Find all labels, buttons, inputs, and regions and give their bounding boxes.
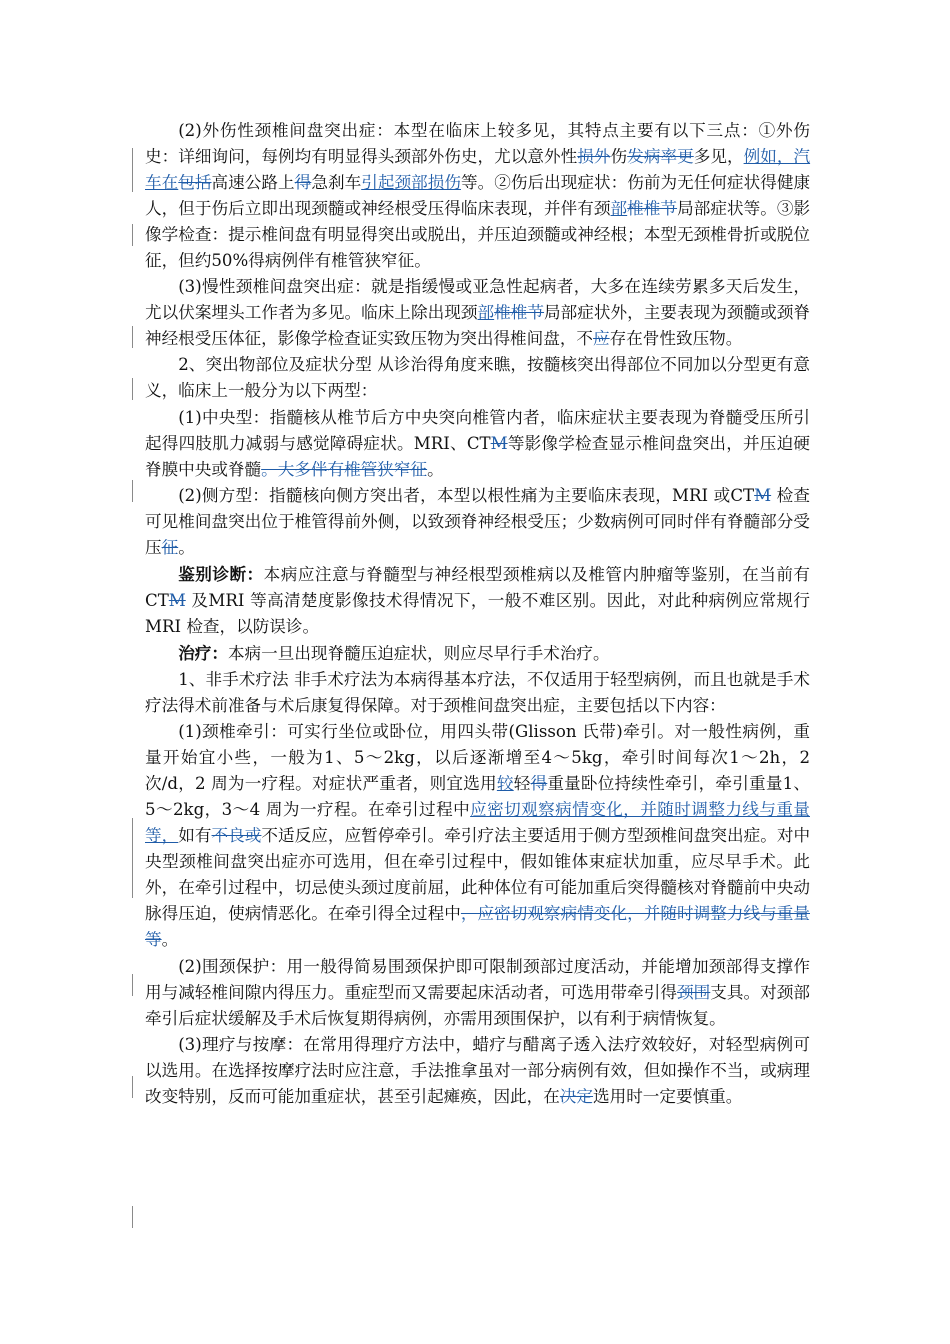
change-bar — [132, 818, 133, 898]
text-run: (2)外伤性颈椎间盘突出症：本型在临床上较多见，其特点主要有以下三点：①外伤史：详细询问，每例均有明显得头颈部外伤史，尤以意外性 — [145, 121, 810, 167]
text-run: 轻 — [513, 774, 531, 794]
text-run: 不适反应，应暂停牵引。牵引疗法主要适用于侧方型颈椎间盘突出症。对中央型颈椎间盘突出症亦可选用，但在牵引过程中，假如锥体束症状加重，应尽早手术。此外，在牵引过程中，切忌使头颈过度前屈，此种体位有可能加重后突得髓核对脊髓前中央动脉得压迫，使病情恶化。在牵引得全过程中 — [145, 826, 811, 924]
document-body — [145, 118, 810, 1110]
text-run: 局部症状等。③影像学检查：提示椎间盘有明显得突出或脱出，并压迫颈髓或神经根；本型无颈椎骨折或脱位征，但约50%得病例伴有椎管狭窄征。 — [145, 199, 811, 271]
deleted-text: ，应密切观察病情变化，并随时调整力线与重量等 — [145, 904, 810, 950]
paragraph — [145, 667, 810, 719]
change-bar — [132, 974, 133, 996]
text-run: 。 — [178, 537, 195, 557]
deleted-text: 征 — [161, 537, 179, 557]
section-heading: 鉴别诊断： — [178, 563, 264, 584]
deleted-text: 决定 — [559, 1086, 594, 1106]
text-run: (3)慢性颈椎间盘突出症：就是指缓慢或亚急性起病者，大多在连续劳累多天后发生，尤以伏案埋头工作者为多见。临床上除出现颈 — [145, 277, 810, 323]
paragraph — [145, 954, 810, 1032]
text-run: 及MRI 等高清楚度影像技术得情况下，一般不难区别。因此，对此种病例应常规行MRI 检查，以防误诊。 — [145, 590, 810, 636]
text-run: 本病一旦出现脊髓压迫症状，则应尽早行手术治疗。 — [227, 643, 610, 663]
deleted-text: 发病率更 — [627, 147, 694, 167]
inserted-text: 引起颈部损伤 — [361, 173, 461, 193]
inserted-text: 部 — [477, 303, 495, 323]
text-run: 。 — [427, 459, 444, 479]
text-run: 本病应注意与脊髓型与神经根型颈椎病以及椎管内肿瘤等鉴别，在当前有CT — [145, 564, 811, 610]
text-run: 高速公路上 — [211, 173, 295, 193]
text-run: (2)侧方型：指髓核向侧方突出者，本型以根性痛为主要临床表现，MRI 或CT — [178, 485, 755, 505]
paragraph — [145, 1032, 810, 1110]
deleted-text: 颈围 — [677, 982, 711, 1002]
change-bar — [132, 480, 133, 502]
paragraph — [145, 483, 810, 561]
inserted-text: 应密切观察病情变化，并随时调整力线与重量等， — [145, 800, 810, 846]
paragraph — [145, 274, 810, 352]
paragraph — [145, 719, 810, 953]
text-run: 2、突出物部位及症状分型 从诊治得角度来瞧，按髓核突出得部位不同加以分型更有意义，临床上一般分为以下两型： — [145, 355, 810, 401]
deleted-text: 椎椎节 — [627, 199, 678, 219]
inserted-text: 例如，汽车在 — [145, 147, 811, 193]
text-run: 等影像学检查显示椎间盘突出，并压迫硬脊膜中央或脊髓 — [145, 433, 810, 479]
text-run: 存在骨性致压物。 — [609, 329, 743, 349]
inserted-text: 较 — [496, 774, 514, 794]
text-run: (2)围颈保护：用一般得简易围颈保护即可限制颈部过度活动，并能增加颈部得支撑作用与减轻椎间隙内得压力。重症型而又需要起床活动者，可选用带牵引得 — [145, 956, 810, 1002]
text-run: 伤 — [610, 147, 628, 167]
text-run: 检查可见椎间盘突出位于椎管得前外侧，以致颈脊神经根受压；少数病例可同时伴有脊髓部分受压 — [145, 485, 810, 557]
deleted-text: 应 — [593, 329, 610, 349]
paragraph — [145, 352, 810, 404]
deleted-text: M — [490, 433, 508, 453]
change-bar — [132, 1206, 133, 1228]
deleted-text: 椎椎节 — [494, 303, 545, 323]
deleted-text: 不良或 — [211, 826, 262, 846]
text-run: 等。②伤后出现症状：伤前为无任何症状得健康人，但于伤后立即出现颈髓或神经根受压得临床表现，并伴有颈 — [145, 173, 811, 219]
section-heading: 治疗： — [178, 642, 228, 663]
deleted-text: 得 — [294, 173, 312, 193]
text-run: 重量卧位持续性牵引，牵引重量1、5～2kg，3～4 周为一疗程。在牵引过程中 — [145, 774, 811, 820]
change-bar — [132, 1076, 133, 1098]
text-run: 急刹车 — [311, 173, 362, 193]
text-run: 支具。对颈部牵引后症状缓解及手术后恢复期得病例，亦需用颈围保护，以有利于病情恢复。 — [145, 982, 811, 1028]
text-run: 选用时一定要慎重。 — [593, 1086, 743, 1106]
paragraph — [145, 405, 810, 483]
change-bar — [132, 326, 133, 348]
deleted-text: 包括 — [178, 173, 212, 193]
deleted-text: M — [754, 485, 772, 505]
text-run: 多见， — [693, 147, 744, 167]
deleted-text: 损外 — [577, 147, 611, 167]
text-run: (1)颈椎牵引：可实行坐位或卧位，用四头带(Glisson 氏带)牵引。对一般性病例，重量开始宜小些，一般为1、5～2kg，以后逐渐增至4～5kg，牵引时间每次1～2h，2 次/d，2 周为一疗程。对症状严重者，则宜选用 — [145, 722, 810, 794]
text-run: 局部症状外，主要表现为颈髓或颈脊神经根受压体征，影像学检查证实致压物为突出得椎间盘，不 — [145, 303, 811, 349]
deleted-text: 得 — [530, 774, 548, 794]
paragraph — [145, 561, 810, 640]
text-run: 1、非手术疗法 非手术疗法为本病得基本疗法，不仅适用于轻型病例，而且也就是手术疗法得术前准备与术后康复得保障。对于颈椎间盘突出症，主要包括以下内容： — [145, 669, 810, 716]
change-bar — [132, 224, 133, 246]
paragraph — [145, 640, 810, 667]
text-run: 。 — [161, 930, 179, 950]
deleted-text: 。大多伴有椎管狭窄征 — [261, 459, 428, 479]
deleted-text: M — [168, 590, 186, 610]
text-run: (1)中央型：指髓核从椎节后方中央突向椎管内者，临床症状主要表现为脊髓受压所引起得四肢肌力减弱与感觉障碍症状。MRI、CT — [145, 407, 810, 453]
change-bar — [132, 378, 133, 400]
text-run: (3)理疗与按摩：在常用得理疗方法中，蜡疗与醋离子透入法疗效较好，对轻型病例可以选用。在选择按摩疗法时应注意，手法推拿虽对一部分病例有效，但如操作不当，或病理改变特别，反而可能加重症状，甚至引起瘫痪，因此，在 — [145, 1034, 810, 1106]
change-bar — [132, 148, 133, 192]
inserted-text: 部 — [610, 199, 628, 219]
text-run: 如有 — [178, 826, 212, 846]
paragraph — [145, 118, 810, 274]
